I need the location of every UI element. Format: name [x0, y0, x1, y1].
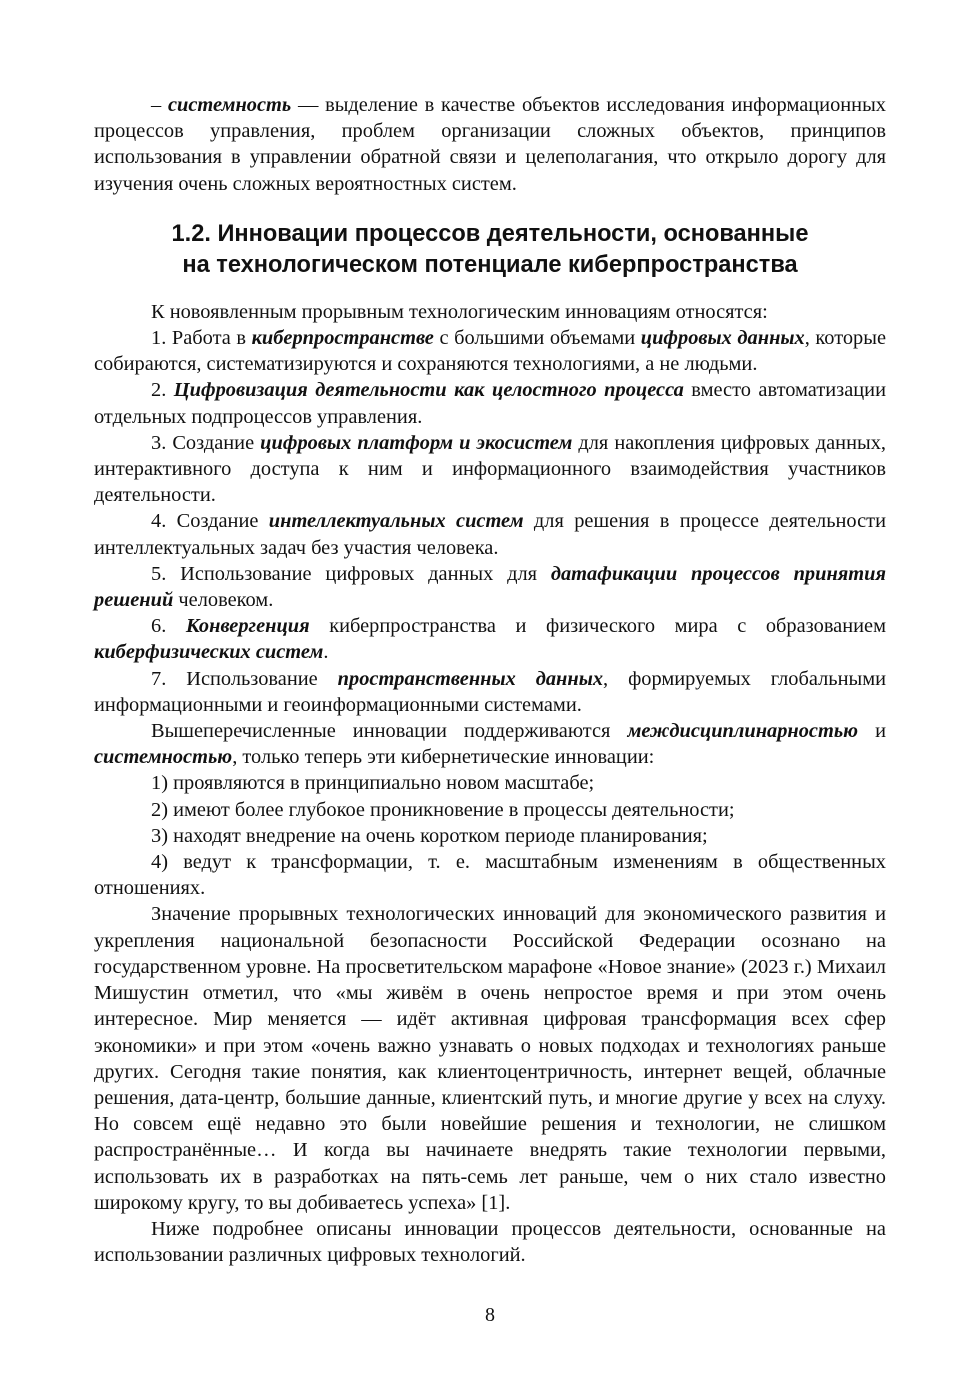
- quote-paragraph: Значение прорывных технологических инноваций для экономического развития и укрепления национальной безопасности Российской Федерации осознано на государственном уровне. На просветительском марафоне «Новое знание» (2023 г.) Михаил Мишустин отметил, что «мы живём в очень непростое время и при этом очень интересное. Мир меняется — идёт активная цифровая трансформация всех сфер экономики» и при этом «очень важно узнавать о новых подходах и технологиях раньше других. Сегодня такие понятия, как клиентоцентричность, интернет вещей, облачные решения, дата-центр, большие данные, клиентский путь, и многие другие у всех на слуху. Но совсем ещё недавно это были новейшие решения и технологии, не слишком распространённые… И когда вы начинаете внедрять такие технологии первыми, использовать их в разработках на пять-семь лет раньше, чем о них стало известно широкому кругу, то вы добиваетесь успеха» [1].: [94, 903, 886, 1214]
- section-heading: [94, 219, 886, 281]
- section-heading-line-1: 1.2. Инновации процессов деятельности, основанные: [171, 220, 809, 247]
- term: пространственных данных: [337, 667, 604, 690]
- document-page: [94, 92, 886, 1268]
- term: киберфизических систем: [94, 641, 324, 664]
- term: системностью: [94, 746, 233, 769]
- term: междисциплинарностью: [627, 720, 859, 743]
- term: цифровых платформ и экосистем: [260, 431, 573, 454]
- list-item-4: 4. Создание интеллектуальных систем для решения в процессе деятельности интеллектуальных задач без участия человека.: [94, 510, 886, 559]
- sublist-item: 4) ведут к трансформации, т. е. масштабным изменениям в общественных отношениях.: [94, 851, 886, 900]
- intro-paragraph: – системность — выделение в качестве объектов исследования информационных процессов управления, проблем организации сложных объектов, принципов использования в управлении обратной связи и целеполагания, что открыло дорогу для изучения очень сложных вероятностных систем.: [94, 94, 886, 195]
- section-heading-line-2: на технологическом потенциале киберпространства: [182, 251, 798, 278]
- term-systemnost: системность: [167, 94, 292, 116]
- lead-paragraph: К новоявленным прорывным технологическим инновациям относятся:: [151, 300, 768, 323]
- term: интеллектуальных систем: [268, 510, 524, 533]
- sublist-item: 3) находят внедрение на очень коротком периоде планирования;: [151, 824, 708, 847]
- term: киберпространстве: [251, 327, 434, 350]
- sublist-item: 1) проявляются в принципиально новом масштабе;: [151, 772, 595, 795]
- list-item-5: 5. Использование цифровых данных для датафикации процессов принятия решений человеком.: [94, 562, 886, 612]
- term: Цифровизация деятельности как целостного процесса: [173, 379, 684, 402]
- list-item-6: 6. Конвергенция киберпространства и физического мира с образованием киберфизических систем.: [94, 615, 887, 664]
- page-number: 8: [485, 1304, 495, 1326]
- list-item-1: 1. Работа в киберпространстве с большими объемами цифровых данных, которые собираются, систематизируются и сохраняются технологиями, а не людьми.: [94, 327, 886, 376]
- list-item-2: 2. Цифровизация деятельности как целостного процесса вместо автоматизации отдельных подпроцессов управления.: [94, 379, 886, 428]
- closing-paragraph: Ниже подробнее описаны инновации процессов деятельности, основанные на использовании различных цифровых технологий.: [94, 1217, 886, 1267]
- support-paragraph: Вышеперечисленные инновации поддерживаются междисциплинарностью и системностью, только теперь эти кибернетические инновации:: [94, 720, 886, 769]
- term: датафикации процессов принятия решений: [94, 562, 886, 612]
- term: Конвергенция: [185, 615, 310, 638]
- list-item-7: 7. Использование пространственных данных, формируемых глобальными информационными и геоинформационными системами.: [94, 667, 887, 716]
- sublist-item: 2) имеют более глубокое проникновение в процессы деятельности;: [151, 798, 735, 821]
- term: цифровых данных: [640, 327, 805, 350]
- list-item-3: 3. Создание цифровых платформ и экосистем для накопления цифровых данных, интерактивного доступа к ним и информационного взаимодействия участников деятельности.: [94, 431, 886, 507]
